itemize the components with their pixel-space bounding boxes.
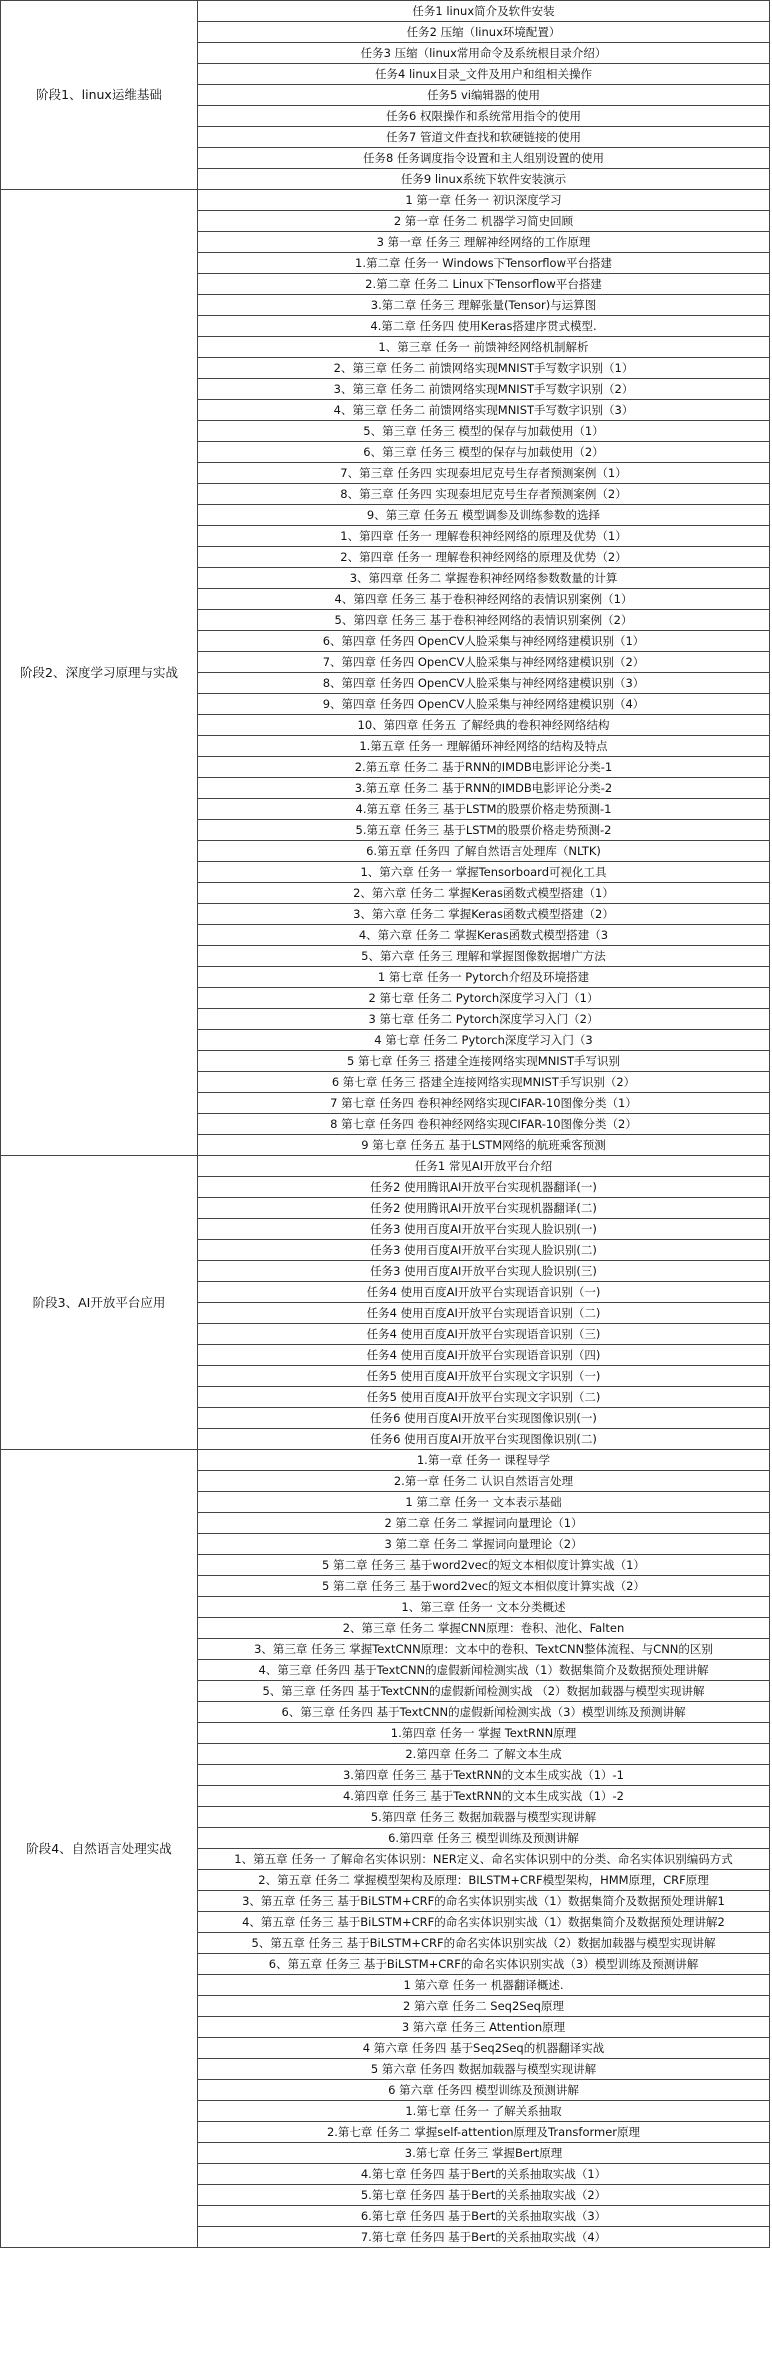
lesson-cell: 任务5 使用百度AI开放平台实现文字识别（二)	[198, 1387, 770, 1408]
lesson-cell: 3 第七章 任务二 Pytorch深度学习入门（2）	[198, 1009, 770, 1030]
lesson-cell: 7、第四章 任务四 OpenCV人脸采集与神经网络建模识别（2）	[198, 652, 770, 673]
lesson-cell: 2 第六章 任务二 Seq2Seq原理	[198, 1996, 770, 2017]
lesson-cell: 2、第三章 任务二 掌握CNN原理：卷积、池化、Falten	[198, 1618, 770, 1639]
lesson-cell: 任务4 使用百度AI开放平台实现语音识别（一)	[198, 1282, 770, 1303]
lesson-cell: 3.第七章 任务三 掌握Bert原理	[198, 2143, 770, 2164]
lesson-cell: 5、第四章 任务三 基于卷积神经网络的表情识别案例（2）	[198, 610, 770, 631]
lesson-cell: 任务3 使用百度AI开放平台实现人脸识别(一)	[198, 1219, 770, 1240]
lesson-cell: 9、第三章 任务五 模型调参及训练参数的选择	[198, 505, 770, 526]
lesson-cell: 任务9 linux系统下软件安装演示	[198, 169, 770, 190]
lesson-cell: 任务4 linux目录_文件及用户和组相关操作	[198, 64, 770, 85]
lesson-cell: 任务2 使用腾讯AI开放平台实现机器翻译(二)	[198, 1198, 770, 1219]
lesson-cell: 5 第七章 任务三 搭建全连接网络实现MNIST手写识别	[198, 1051, 770, 1072]
lesson-cell: 3、第三章 任务二 前馈网络实现MNIST手写数字识别（2）	[198, 379, 770, 400]
lesson-cell: 2.第一章 任务二 认识自然语言处理	[198, 1471, 770, 1492]
lesson-cell: 任务6 使用百度AI开放平台实现图像识别(一)	[198, 1408, 770, 1429]
lesson-cell: 2、第四章 任务一 理解卷积神经网络的原理及优势（2）	[198, 547, 770, 568]
lesson-cell: 2、第六章 任务二 掌握Keras函数式模型搭建（1）	[198, 883, 770, 904]
lesson-cell: 5、第三章 任务三 模型的保存与加载使用（1）	[198, 421, 770, 442]
lesson-cell: 任务1 常见AI开放平台介绍	[198, 1156, 770, 1177]
lesson-cell: 3.第四章 任务三 基于TextRNN的文本生成实战（1）-1	[198, 1765, 770, 1786]
lesson-cell: 6、第三章 任务三 模型的保存与加载使用（2）	[198, 442, 770, 463]
lesson-row	[1, 190, 770, 211]
lesson-cell: 3、第三章 任务三 掌握TextCNN原理：文本中的卷积、TextCNN整体流程、与CNN的区别	[198, 1639, 770, 1660]
lesson-cell: 6.第五章 任务四 了解自然语言处理库（NLTK)	[198, 841, 770, 862]
lesson-cell: 8、第四章 任务四 OpenCV人脸采集与神经网络建模识别（3）	[198, 673, 770, 694]
lesson-cell: 2 第一章 任务二 机器学习简史回顾	[198, 211, 770, 232]
lesson-cell: 2.第五章 任务二 基于RNN的IMDB电影评论分类-1	[198, 757, 770, 778]
lesson-cell: 4.第七章 任务四 基于Bert的关系抽取实战（1）	[198, 2164, 770, 2185]
lesson-cell: 1 第二章 任务一 文本表示基础	[198, 1492, 770, 1513]
lesson-cell: 5 第二章 任务三 基于word2vec的短文本相似度计算实战（1）	[198, 1555, 770, 1576]
lesson-cell: 任务1 linux简介及软件安装	[198, 1, 770, 22]
lesson-cell: 5 第六章 任务四 数据加载器与模型实现讲解	[198, 2059, 770, 2080]
lesson-cell: 1、第五章 任务一 了解命名实体识别：NER定义、命名实体识别中的分类、命名实体识别编码方式	[198, 1849, 770, 1870]
lesson-cell: 4.第二章 任务四 使用Keras搭建序贯式模型.	[198, 316, 770, 337]
lesson-cell: 任务3 压缩（linux常用命令及系统根目录介绍）	[198, 43, 770, 64]
stage-name-cell: 阶段3、AI开放平台应用	[1, 1156, 198, 1450]
lesson-cell: 7.第七章 任务四 基于Bert的关系抽取实战（4）	[198, 2227, 770, 2248]
lesson-cell: 1.第四章 任务一 掌握 TextRNN原理	[198, 1723, 770, 1744]
lesson-cell: 5.第四章 任务三 数据加载器与模型实现讲解	[198, 1807, 770, 1828]
lesson-cell: 6、第四章 任务四 OpenCV人脸采集与神经网络建模识别（1）	[198, 631, 770, 652]
lesson-cell: 8 第七章 任务四 卷积神经网络实现CIFAR-10图像分类（2）	[198, 1114, 770, 1135]
lesson-cell: 5、第五章 任务三 基于BiLSTM+CRF的命名实体识别实战（2）数据加载器与模型实现讲解	[198, 1933, 770, 1954]
lesson-cell: 1 第一章 任务一 初识深度学习	[198, 190, 770, 211]
lesson-cell: 5、第六章 任务三 理解和掌握图像数据增广方法	[198, 946, 770, 967]
lesson-cell: 1、第三章 任务一 文本分类概述	[198, 1597, 770, 1618]
lesson-cell: 6 第六章 任务四 模型训练及预测讲解	[198, 2080, 770, 2101]
lesson-cell: 任务4 使用百度AI开放平台实现语音识别（三)	[198, 1324, 770, 1345]
stage-name-cell: 阶段2、深度学习原理与实战	[1, 190, 198, 1156]
lesson-cell: 6.第四章 任务三 模型训练及预测讲解	[198, 1828, 770, 1849]
lesson-cell: 8、第三章 任务四 实现泰坦尼克号生存者预测案例（2）	[198, 484, 770, 505]
lesson-cell: 4、第四章 任务三 基于卷积神经网络的表情识别案例（1）	[198, 589, 770, 610]
lesson-cell: 3 第六章 任务三 Attention原理	[198, 2017, 770, 2038]
lesson-cell: 1.第二章 任务一 Windows下Tensorflow平台搭建	[198, 253, 770, 274]
lesson-cell: 1.第五章 任务一 理解循环神经网络的结构及特点	[198, 736, 770, 757]
lesson-cell: 3、第四章 任务二 掌握卷积神经网络参数数量的计算	[198, 568, 770, 589]
lesson-row	[1, 1, 770, 22]
lesson-cell: 1 第六章 任务一 机器翻译概述.	[198, 1975, 770, 1996]
lesson-cell: 任务6 使用百度AI开放平台实现图像识别(二)	[198, 1429, 770, 1450]
lesson-cell: 任务6 权限操作和系统常用指令的使用	[198, 106, 770, 127]
lesson-cell: 任务8 任务调度指令设置和主人组别设置的使用	[198, 148, 770, 169]
lesson-cell: 6、第五章 任务三 基于BiLSTM+CRF的命名实体识别实战（3）模型训练及预测讲解	[198, 1954, 770, 1975]
lesson-cell: 6、第三章 任务四 基于TextCNN的虚假新闻检测实战（3）模型训练及预测讲解	[198, 1702, 770, 1723]
lesson-row	[1, 1450, 770, 1471]
lesson-cell: 3、第六章 任务二 掌握Keras函数式模型搭建（2）	[198, 904, 770, 925]
lesson-cell: 5.第七章 任务四 基于Bert的关系抽取实战（2）	[198, 2185, 770, 2206]
lesson-cell: 7 第七章 任务四 卷积神经网络实现CIFAR-10图像分类（1）	[198, 1093, 770, 1114]
lesson-cell: 任务3 使用百度AI开放平台实现人脸识别(三)	[198, 1261, 770, 1282]
lesson-cell: 3 第二章 任务二 掌握词向量理论（2）	[198, 1534, 770, 1555]
lesson-cell: 2 第七章 任务二 Pytorch深度学习入门（1）	[198, 988, 770, 1009]
lesson-cell: 任务3 使用百度AI开放平台实现人脸识别(二)	[198, 1240, 770, 1261]
lesson-cell: 4、第三章 任务四 基于TextCNN的虚假新闻检测实战（1）数据集简介及数据预处理讲解	[198, 1660, 770, 1681]
curriculum-body	[1, 1, 770, 2248]
lesson-cell: 1、第四章 任务一 理解卷积神经网络的原理及优势（1）	[198, 526, 770, 547]
lesson-cell: 任务4 使用百度AI开放平台实现语音识别（四)	[198, 1345, 770, 1366]
lesson-cell: 4、第三章 任务二 前馈网络实现MNIST手写数字识别（3）	[198, 400, 770, 421]
lesson-cell: 2.第四章 任务二 了解文本生成	[198, 1744, 770, 1765]
lesson-cell: 任务2 压缩（linux环境配置）	[198, 22, 770, 43]
lesson-cell: 3.第五章 任务二 基于RNN的IMDB电影评论分类-2	[198, 778, 770, 799]
lesson-cell: 5.第五章 任务三 基于LSTM的股票价格走势预测-2	[198, 820, 770, 841]
lesson-cell: 6.第七章 任务四 基于Bert的关系抽取实战（3）	[198, 2206, 770, 2227]
lesson-cell: 9、第四章 任务四 OpenCV人脸采集与神经网络建模识别（4）	[198, 694, 770, 715]
lesson-cell: 3 第一章 任务三 理解神经网络的工作原理	[198, 232, 770, 253]
lesson-cell: 2 第二章 任务二 掌握词向量理论（1）	[198, 1513, 770, 1534]
lesson-cell: 任务5 使用百度AI开放平台实现文字识别（一)	[198, 1366, 770, 1387]
lesson-cell: 任务5 vi编辑器的使用	[198, 85, 770, 106]
lesson-cell: 1、第六章 任务一 掌握Tensorboard可视化工具	[198, 862, 770, 883]
lesson-cell: 1、第三章 任务一 前馈神经网络机制解析	[198, 337, 770, 358]
lesson-cell: 7、第三章 任务四 实现泰坦尼克号生存者预测案例（1）	[198, 463, 770, 484]
lesson-cell: 4.第五章 任务三 基于LSTM的股票价格走势预测-1	[198, 799, 770, 820]
lesson-cell: 4 第六章 任务四 基于Seq2Seq的机器翻译实战	[198, 2038, 770, 2059]
lesson-cell: 2、第五章 任务二 掌握模型架构及原理：BILSTM+CRF模型架构，HMM原理，CRF原理	[198, 1870, 770, 1891]
stage-name-cell: 阶段4、自然语言处理实战	[1, 1450, 198, 2248]
lesson-cell: 4、第五章 任务三 基于BiLSTM+CRF的命名实体识别实战（1）数据集简介及数据预处理讲解2	[198, 1912, 770, 1933]
lesson-cell: 4、第六章 任务二 掌握Keras函数式模型搭建（3	[198, 925, 770, 946]
lesson-cell: 1.第七章 任务一 了解关系抽取	[198, 2101, 770, 2122]
lesson-cell: 6 第七章 任务三 搭建全连接网络实现MNIST手写识别（2）	[198, 1072, 770, 1093]
lesson-cell: 3、第五章 任务三 基于BiLSTM+CRF的命名实体识别实战（1）数据集简介及数据预处理讲解1	[198, 1891, 770, 1912]
lesson-cell: 10、第四章 任务五 了解经典的卷积神经网络结构	[198, 715, 770, 736]
lesson-cell: 2.第七章 任务二 掌握self-attention原理及Transformer原理	[198, 2122, 770, 2143]
lesson-cell: 2.第二章 任务二 Linux下Tensorflow平台搭建	[198, 274, 770, 295]
lesson-cell: 1.第一章 任务一 课程导学	[198, 1450, 770, 1471]
lesson-cell: 3.第二章 任务三 理解张量(Tensor)与运算图	[198, 295, 770, 316]
lesson-cell: 1 第七章 任务一 Pytorch介绍及环境搭建	[198, 967, 770, 988]
lesson-cell: 9 第七章 任务五 基于LSTM网络的航班乘客预测	[198, 1135, 770, 1156]
lesson-cell: 5 第二章 任务三 基于word2vec的短文本相似度计算实战（2）	[198, 1576, 770, 1597]
lesson-cell: 任务2 使用腾讯AI开放平台实现机器翻译(一)	[198, 1177, 770, 1198]
lesson-cell: 任务7 管道文件查找和软硬链接的使用	[198, 127, 770, 148]
lesson-cell: 任务4 使用百度AI开放平台实现语音识别（二)	[198, 1303, 770, 1324]
lesson-cell: 5、第三章 任务四 基于TextCNN的虚假新闻检测实战 （2）数据加载器与模型实现讲解	[198, 1681, 770, 1702]
lesson-cell: 4.第四章 任务三 基于TextRNN的文本生成实战（1）-2	[198, 1786, 770, 1807]
lesson-cell: 2、第三章 任务二 前馈网络实现MNIST手写数字识别（1）	[198, 358, 770, 379]
lesson-cell: 4 第七章 任务二 Pytorch深度学习入门（3	[198, 1030, 770, 1051]
stage-name-cell: 阶段1、linux运维基础	[1, 1, 198, 190]
lesson-row	[1, 1156, 770, 1177]
